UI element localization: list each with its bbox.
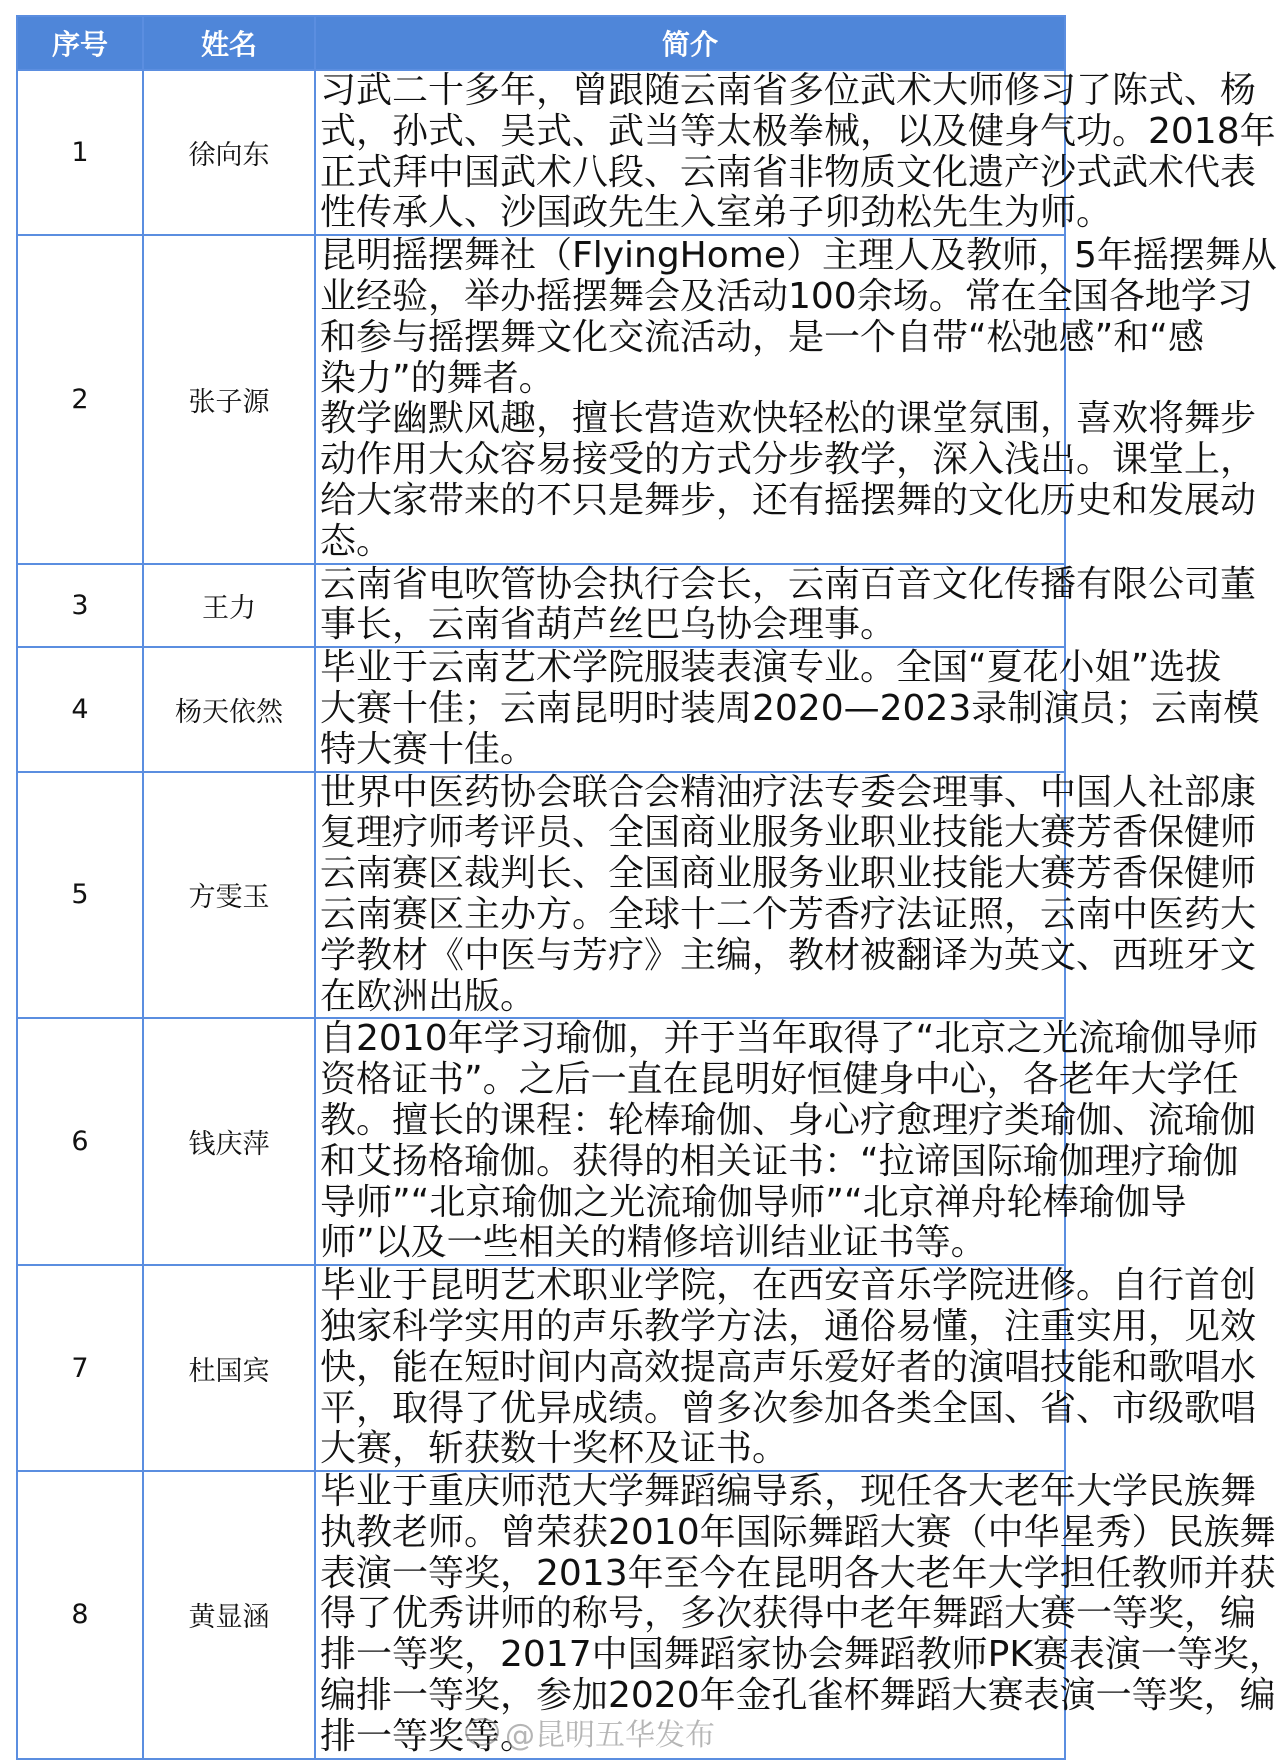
intro-line: 执教老师。曾荣获2010年国际舞蹈大赛（中华星秀）民族舞 [320,1511,1276,1553]
intro-line: 特大赛十佳。 [320,728,537,770]
intro-line: 导师”“北京瑜伽之光流瑜伽导师”“北京禅舟轮棒瑜伽导 [320,1181,1187,1223]
intro-line: 正式拜中国武术八段、云南省非物质文化遗产沙式武术代表 [320,151,1257,193]
table-row [17,1265,1065,1471]
row-name: 黄显涵 [143,1471,315,1759]
row-intro [315,235,1277,563]
table-row [17,235,1065,563]
row-index: 4 [17,647,143,771]
row-name: 方雯玉 [143,772,315,1019]
weibo-icon [465,1718,499,1746]
row-intro [315,1018,1259,1265]
row-name: 徐向东 [143,70,315,235]
intro-line: 快，能在短时间内高效提高声乐爱好者的演唱技能和歌唱水 [320,1346,1257,1388]
row-index: 2 [17,235,143,563]
row-name: 张子源 [143,235,315,563]
table-row [17,70,1065,235]
intro-line: 复理疗师考评员、全国商业服务业职业技能大赛芳香保健师 [320,812,1257,854]
row-intro [315,647,1260,771]
intro-line: 昆明摇摆舞社（FlyingHome）主理人及教师，5年摇摆舞从 [320,235,1277,277]
row-index: 3 [17,564,143,648]
intro-line: 教学幽默风趣，擅长营造欢快轻松的课堂氛围，喜欢将舞步 [320,398,1257,440]
row-intro [315,70,1276,235]
header-index: 序号 [17,16,143,70]
intro-line: 自2010年学习瑜伽，并于当年取得了“北京之光流瑜伽导师 [320,1018,1259,1060]
intro-line: 师”以及一些相关的精修培训结业证书等。 [320,1222,987,1264]
intro-line: 动作用大众容易接受的方式分步教学，深入浅出。课堂上， [320,439,1257,481]
row-index: 6 [17,1018,143,1265]
row-name: 钱庆萍 [143,1018,315,1265]
intro-line: 云南省电吹管协会执行会长，云南百音文化传播有限公司董 [320,563,1257,605]
intro-line: 大赛，斩获数十奖杯及证书。 [320,1428,789,1470]
intro-line: 习武二十多年，曾跟随云南省多位武术大师修习了陈式、杨 [320,70,1257,111]
row-name: 杨天依然 [143,647,315,771]
table-row [17,647,1065,771]
intro-line: 毕业于重庆师范大学舞蹈编导系，现任各大老年大学民族舞 [320,1471,1257,1513]
intro-line: 云南赛区裁判长、全国商业服务业职业技能大赛芳香保健师 [320,853,1257,895]
row-index: 1 [17,70,143,235]
intro-line: 染力”的舞者。 [320,357,555,399]
intro-line: 大赛十佳；云南昆明时装周2020—2023录制演员；云南模 [320,687,1260,729]
table-header-row [17,16,1065,70]
intro-line: 事长，云南省葫芦丝巴乌协会理事。 [320,604,897,646]
row-index: 8 [17,1471,143,1759]
intro-line: 教。擅长的课程：轮棒瑜伽、身心疗愈理疗类瑜伽、流瑜伽 [320,1099,1257,1141]
intro-line: 和参与摇摆舞文化交流活动，是一个自带“松弛感”和“感 [320,316,1204,358]
intro-line: 给大家带来的不只是舞步，还有摇摆舞的文化历史和发展动 [320,479,1257,521]
intro-line: 和艾扬格瑜伽。获得的相关证书：“拉谛国际瑜伽理疗瑜伽 [320,1140,1239,1182]
intro-line: 态。 [320,520,393,562]
intro-line: 得了优秀讲师的称号，多次获得中老年舞蹈大赛一等奖，编 [320,1593,1257,1635]
table-row [17,1018,1065,1265]
table-row [17,772,1065,1019]
intro-line: 编排一等奖，参加2020年金孔雀杯舞蹈大赛表演一等奖，编 [320,1675,1276,1717]
intro-line: 业经验，举办摇摆舞会及活动100余场。常在全国各地学习 [320,275,1253,317]
row-name: 杜国宾 [143,1265,315,1471]
intro-line: 毕业于昆明艺术职业学院，在西安音乐学院进修。自行首创 [320,1265,1257,1307]
watermark-text: @昆明五华发布 [505,1718,715,1753]
row-index: 7 [17,1265,143,1471]
watermark [465,1710,715,1754]
intro-line: 排一等奖，2017中国舞蹈家协会舞蹈教师PK赛表演一等奖， [320,1634,1285,1676]
intro-line: 平，取得了优异成绩。曾多次参加各类全国、省、市级歌唱 [320,1387,1257,1429]
intro-line: 世界中医药协会联合会精油疗法专委会理事、中国人社部康 [320,771,1257,813]
intro-line: 独家科学实用的声乐教学方法，通俗易懂，注重实用，见效 [320,1305,1257,1347]
intro-line: 表演一等奖，2013年至今在昆明各大老年大学担任教师并获 [320,1552,1276,1594]
intro-line: 排一等奖等。 [320,1715,537,1757]
intro-line: 式，孙式、吴式、武当等太极拳械，以及健身气功。2018年 [320,110,1276,152]
header-intro: 简介 [315,16,1065,70]
row-name: 王力 [143,564,315,648]
intro-line: 资格证书”。之后一直在昆明好恒健身中心，各老年大学任 [320,1059,1239,1101]
intro-line: 毕业于云南艺术学院服装表演专业。全国“夏花小姐”选拔 [320,647,1222,689]
intro-line: 学教材《中医与芳疗》主编，教材被翻译为英文、西班牙文 [320,934,1257,976]
intro-line: 云南赛区主办方。全球十二个芳香疗法证照，云南中医药大 [320,893,1257,935]
row-intro [315,771,1257,1019]
intro-line: 性传承人、沙国政先生入室弟子卯劲松先生为师。 [320,192,1113,234]
row-index: 5 [17,772,143,1019]
intro-line: 在欧洲出版。 [320,975,537,1017]
teacher-table [16,15,1285,1760]
header-name: 姓名 [143,16,315,70]
row-intro [315,1265,1257,1471]
table-row [17,564,1065,648]
row-intro [315,563,1257,648]
